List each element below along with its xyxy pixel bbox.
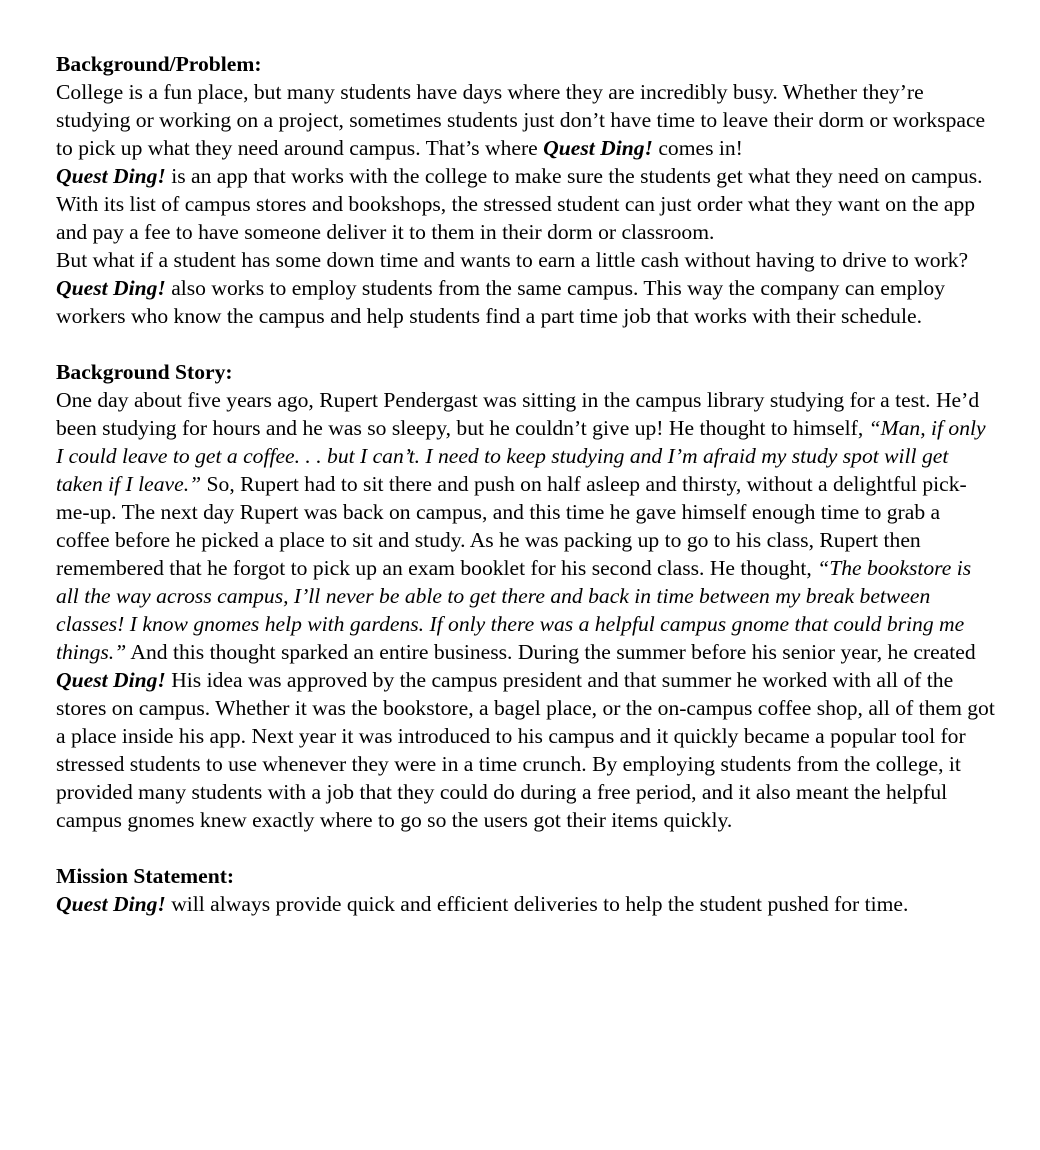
quote-text: “Man, if only I could leave to get a coffee. . . but I can’t. I need to keep studying and I’m afraid my study spot will get taken if I leave.”	[56, 416, 986, 496]
section-background-story	[56, 358, 996, 834]
document-body	[56, 50, 996, 918]
quote-text: “The bookstore is all the way across campus, I’ll never be able to get there and back in time between my break between classes! I know gnomes help with gardens. If only there was a helpful campus gnome that could bring me things.”	[56, 556, 972, 664]
paragraph-text: His idea was approved by the campus president and that summer he worked with all of the stores on campus. Whether it was the bookstore, a bagel place, or the on-campus coffee shop, all of them got a place inside his app. Next year it was introduced to his campus and it quickly became a popular tool for stressed students to use whenever they were in a time crunch. By employing students from the college, it provided many students with a job that they could do during a free period, and it also meant the helpful campus gnomes knew exactly where to go so the users got their items quickly.	[56, 668, 995, 832]
section-heading: Background Story:	[56, 360, 233, 384]
paragraph-text: College is a fun place, but many students have days where they are incredibly busy. Whether they’re studying or working on a project, sometimes students just don’t have time to leave their dorm or workspace to pick up what they need around campus. That’s where	[56, 80, 986, 160]
section-mission-statement	[56, 862, 996, 918]
paragraph-text: One day about five years ago, Rupert Pendergast was sitting in the campus library studying for a test. He’d been studying for hours and he was so sleepy, but he couldn’t give up! He thought to himself,	[56, 388, 980, 440]
brand-name: Quest Ding!	[56, 276, 166, 300]
paragraph-text: But what if a student has some down time and wants to earn a little cash without having to drive to work?	[56, 248, 969, 272]
paragraph-text: comes in!	[652, 136, 743, 160]
paragraph	[56, 246, 996, 330]
paragraph-text: will always provide quick and efficient deliveries to help the student pushed for time.	[165, 892, 909, 916]
paragraph	[56, 890, 996, 918]
paragraph	[56, 78, 996, 162]
brand-name: Quest Ding!	[543, 136, 653, 160]
section-background-problem	[56, 50, 996, 330]
paragraph-text: So, Rupert had to sit there and push on half asleep and thirsty, without a delightful pick-me-up. The next day Rupert was back on campus, and this time he gave himself enough time to grab a coffee before he picked a place to sit and study. As he was packing up to go to his class, Rupert then remembered that he forgot to pick up an exam booklet for his second class. He thought,	[56, 472, 967, 580]
section-heading: Mission Statement:	[56, 864, 235, 888]
section-heading: Background/Problem:	[56, 52, 262, 76]
paragraph	[56, 162, 996, 246]
paragraph-text: also works to employ students from the same campus. This way the company can employ workers who know the campus and help students find a part time job that works with their schedule.	[56, 276, 946, 328]
brand-name: Quest Ding!	[56, 164, 166, 188]
paragraph	[56, 386, 996, 834]
paragraph-text: And this thought sparked an entire business. During the summer before his senior year, he created	[126, 640, 976, 664]
paragraph-text: is an app that works with the college to make sure the students get what they need on campus. With its list of campus stores and bookshops, the stressed student can just order what they want on the app and pay a fee to have someone deliver it to them in their dorm or classroom.	[56, 164, 983, 244]
brand-name: Quest Ding!	[56, 892, 166, 916]
brand-name: Quest Ding!	[56, 668, 166, 692]
